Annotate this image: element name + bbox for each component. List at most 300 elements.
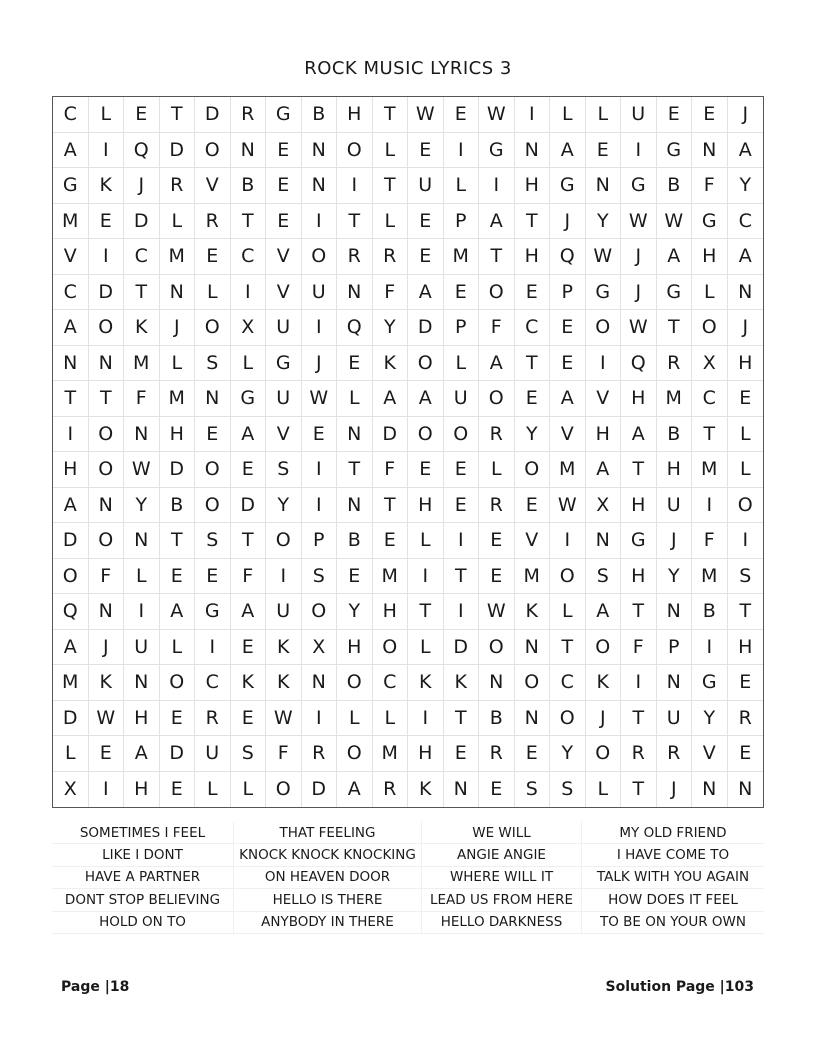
grid-letter: M: [515, 559, 551, 595]
grid-letter: F: [479, 310, 515, 346]
grid-letter: E: [408, 239, 444, 275]
grid-letter: V: [195, 168, 231, 204]
grid-letter: E: [692, 97, 728, 133]
grid-letter: G: [586, 275, 622, 311]
grid-letter: E: [160, 701, 196, 737]
grid-letter: A: [728, 239, 764, 275]
page-title: ROCK MUSIC LYRICS 3: [304, 58, 512, 79]
word-list-item: WE WILL: [422, 822, 582, 844]
grid-letter: W: [479, 97, 515, 133]
grid-letter: O: [586, 630, 622, 666]
grid-letter: X: [586, 488, 622, 524]
grid-letter: T: [160, 523, 196, 559]
grid-letter: I: [53, 417, 89, 453]
grid-letter: A: [53, 488, 89, 524]
grid-letter: N: [728, 275, 764, 311]
grid-letter: X: [692, 346, 728, 382]
grid-letter: L: [160, 346, 196, 382]
grid-letter: E: [266, 204, 302, 240]
grid-letter: M: [124, 346, 160, 382]
grid-letter: M: [53, 204, 89, 240]
grid-letter: D: [160, 736, 196, 772]
grid-letter: M: [444, 239, 480, 275]
grid-letter: V: [586, 381, 622, 417]
word-search-grid: [52, 96, 764, 808]
grid-letter: A: [408, 381, 444, 417]
word-list-item: HOW DOES IT FEEL: [582, 889, 764, 911]
grid-letter: D: [444, 630, 480, 666]
grid-letter: O: [195, 452, 231, 488]
grid-letter: G: [479, 133, 515, 169]
grid-letter: E: [657, 97, 693, 133]
grid-letter: E: [266, 168, 302, 204]
grid-letter: N: [738, 778, 753, 801]
grid-letter: K: [515, 594, 551, 630]
grid-letter: H: [373, 594, 409, 630]
grid-letter: H: [621, 488, 657, 524]
grid-letter: O: [515, 452, 551, 488]
grid-letter: B: [657, 417, 693, 453]
grid-letter: A: [550, 133, 586, 169]
grid-letter: I: [302, 488, 338, 524]
grid-letter: E: [160, 559, 196, 595]
word-list-item: LIKE I DONT: [52, 844, 234, 866]
grid-letter: C: [124, 239, 160, 275]
grid-letter: E: [89, 736, 125, 772]
grid-letter: I: [89, 133, 125, 169]
grid-letter: W: [550, 488, 586, 524]
grid-letter: W: [124, 452, 160, 488]
grid-letter: J: [657, 523, 693, 559]
grid-letter: E: [550, 310, 586, 346]
grid-letter: I: [231, 275, 267, 311]
grid-letter: N: [89, 346, 125, 382]
grid-letter: K: [231, 665, 267, 701]
grid-letter: E: [515, 488, 551, 524]
grid-letter: R: [195, 701, 231, 737]
word-list-item: WHERE WILL IT: [422, 867, 582, 889]
grid-letter: R: [657, 346, 693, 382]
grid-letter: L: [586, 97, 622, 133]
grid-letter: O: [408, 417, 444, 453]
grid-letter: I: [89, 772, 125, 808]
grid-letter: K: [373, 346, 409, 382]
grid-letter: H: [124, 772, 160, 808]
grid-letter: R: [337, 239, 373, 275]
grid-letter: E: [373, 523, 409, 559]
grid-letter: A: [53, 133, 89, 169]
grid-letter: T: [373, 97, 409, 133]
grid-letter: R: [302, 736, 338, 772]
grid-letter: E: [444, 452, 480, 488]
grid-letter: O: [515, 665, 551, 701]
grid-letter: L: [195, 275, 231, 311]
grid-letter: T: [373, 488, 409, 524]
grid-letter: F: [231, 559, 267, 595]
grid-letter: N: [692, 772, 728, 808]
grid-letter: N: [337, 275, 373, 311]
grid-letter: H: [657, 452, 693, 488]
grid-letter: G: [657, 275, 693, 311]
grid-letter: A: [53, 630, 89, 666]
grid-letter: F: [621, 630, 657, 666]
grid-letter: S: [515, 772, 551, 808]
grid-letter: E: [515, 381, 551, 417]
grid-letter: N: [586, 168, 622, 204]
grid-letter: O: [89, 310, 125, 346]
grid-letter: W: [302, 381, 338, 417]
grid-letter: F: [692, 523, 728, 559]
grid-letter: N: [692, 133, 728, 169]
grid-letter: I: [408, 701, 444, 737]
grid-letter: Q: [53, 594, 89, 630]
grid-letter: R: [160, 168, 196, 204]
grid-letter: E: [408, 204, 444, 240]
grid-letter: E: [444, 275, 480, 311]
grid-letter: V: [515, 523, 551, 559]
grid-letter: L: [408, 630, 444, 666]
grid-letter: C: [728, 204, 764, 240]
grid-letter: H: [337, 97, 373, 133]
grid-letter: A: [124, 736, 160, 772]
word-list-item: I HAVE COME TO: [582, 844, 764, 866]
grid-letter: R: [728, 701, 764, 737]
grid-letter: E: [479, 559, 515, 595]
grid-letter: G: [266, 97, 302, 133]
word-list-item: ANYBODY IN THERE: [234, 912, 422, 934]
word-list-item: HAVE A PARTNER: [52, 867, 234, 889]
grid-letter: L: [408, 523, 444, 559]
grid-letter: L: [373, 204, 409, 240]
grid-letter: E: [195, 559, 231, 595]
grid-letter: D: [408, 310, 444, 346]
grid-letter: O: [550, 559, 586, 595]
grid-letter: A: [160, 594, 196, 630]
grid-letter: T: [444, 701, 480, 737]
grid-letter: H: [621, 381, 657, 417]
grid-letter: N: [657, 594, 693, 630]
grid-letter: D: [53, 701, 89, 737]
grid-letter: O: [89, 452, 125, 488]
word-list-item: KNOCK KNOCK KNOCKING: [234, 844, 422, 866]
grid-letter: K: [408, 665, 444, 701]
grid-letter: L: [231, 346, 267, 382]
grid-letter: L: [337, 701, 373, 737]
grid-letter: J: [160, 310, 196, 346]
grid-letter: F: [373, 452, 409, 488]
grid-letter: L: [728, 417, 764, 453]
grid-letter: A: [479, 346, 515, 382]
grid-letter: W: [657, 204, 693, 240]
grid-letter: E: [728, 736, 764, 772]
grid-letter: N: [337, 417, 373, 453]
grid-letter: J: [586, 701, 622, 737]
grid-letter: L: [692, 275, 728, 311]
grid-letter: E: [266, 133, 302, 169]
grid-letter: T: [479, 239, 515, 275]
grid-letter: E: [408, 133, 444, 169]
grid-letter: R: [657, 736, 693, 772]
grid-letter: I: [621, 133, 657, 169]
grid-letter: Q: [337, 310, 373, 346]
grid-letter: J: [621, 239, 657, 275]
grid-letter: Y: [586, 204, 622, 240]
grid-letter: E: [337, 346, 373, 382]
grid-letter: S: [302, 559, 338, 595]
grid-letter: E: [586, 133, 622, 169]
grid-letter: V: [266, 275, 302, 311]
grid-letter: D: [160, 452, 196, 488]
grid-letter: T: [515, 204, 551, 240]
grid-letter: W: [408, 97, 444, 133]
grid-letter: E: [124, 97, 160, 133]
grid-letter: X: [231, 310, 267, 346]
grid-letter: P: [302, 523, 338, 559]
grid-letter: B: [479, 701, 515, 737]
grid-letter: D: [195, 97, 231, 133]
grid-letter: L: [550, 97, 586, 133]
grid-letter: T: [89, 381, 125, 417]
grid-letter: S: [195, 523, 231, 559]
grid-letter: K: [266, 630, 302, 666]
grid-letter: K: [408, 772, 444, 808]
grid-letter: U: [657, 488, 693, 524]
grid-letter: T: [728, 594, 764, 630]
grid-letter: F: [124, 381, 160, 417]
grid-letter: T: [621, 594, 657, 630]
grid-letter: L: [160, 630, 196, 666]
grid-letter: E: [444, 736, 480, 772]
grid-letter: A: [53, 310, 89, 346]
grid-letter: Y: [728, 168, 764, 204]
grid-letter: I: [728, 523, 764, 559]
grid-letter: W: [479, 594, 515, 630]
grid-letter: Q: [124, 133, 160, 169]
grid-letter: A: [550, 381, 586, 417]
grid-letter: O: [479, 630, 515, 666]
word-list-item: MY OLD FRIEND: [582, 822, 764, 844]
grid-letter: O: [337, 133, 373, 169]
grid-letter: I: [692, 630, 728, 666]
grid-letter: T: [621, 701, 657, 737]
grid-letter: L: [89, 97, 125, 133]
grid-letter: G: [266, 346, 302, 382]
grid-letter: H: [515, 239, 551, 275]
grid-letter: O: [373, 630, 409, 666]
grid-letter: C: [231, 239, 267, 275]
grid-letter: E: [408, 452, 444, 488]
grid-letter: L: [373, 701, 409, 737]
grid-letter: U: [266, 594, 302, 630]
grid-letter: B: [692, 594, 728, 630]
page-number: Page |18: [61, 979, 130, 995]
grid-letter: S: [266, 452, 302, 488]
grid-letter: T: [124, 275, 160, 311]
grid-letter: I: [302, 701, 338, 737]
grid-letter: E: [160, 772, 196, 808]
grid-letter: A: [231, 417, 267, 453]
grid-letter: O: [408, 346, 444, 382]
grid-letter: H: [124, 701, 160, 737]
grid-letter: N: [195, 381, 231, 417]
grid-letter: R: [479, 488, 515, 524]
grid-letter: N: [515, 133, 551, 169]
grid-letter: Q: [621, 346, 657, 382]
grid-letter: E: [444, 97, 480, 133]
grid-letter: H: [621, 559, 657, 595]
grid-letter: I: [692, 488, 728, 524]
grid-letter: I: [621, 665, 657, 701]
grid-letter: N: [89, 488, 125, 524]
grid-letter: I: [266, 559, 302, 595]
grid-letter: H: [728, 630, 764, 666]
grid-letter: P: [657, 630, 693, 666]
grid-letter: E: [195, 239, 231, 275]
grid-letter: V: [266, 239, 302, 275]
grid-letter: K: [89, 168, 125, 204]
grid-letter: O: [550, 701, 586, 737]
grid-letter: O: [266, 772, 302, 808]
grid-letter: T: [53, 381, 89, 417]
grid-letter: N: [515, 701, 551, 737]
word-list-item: HELLO DARKNESS: [422, 912, 582, 934]
grid-letter: K: [266, 665, 302, 701]
grid-letter: L: [195, 772, 231, 808]
grid-letter: I: [124, 594, 160, 630]
grid-letter: D: [124, 204, 160, 240]
grid-letter: T: [337, 204, 373, 240]
grid-letter: T: [657, 310, 693, 346]
grid-letter: V: [692, 736, 728, 772]
grid-letter: L: [373, 133, 409, 169]
grid-letter: O: [160, 665, 196, 701]
grid-letter: B: [160, 488, 196, 524]
grid-letter: C: [692, 381, 728, 417]
word-list-item: TALK WITH YOU AGAIN: [582, 867, 764, 889]
grid-letter: M: [373, 736, 409, 772]
grid-letter: A: [621, 417, 657, 453]
grid-letter: T: [231, 204, 267, 240]
grid-letter: F: [373, 275, 409, 311]
grid-letter: O: [728, 488, 764, 524]
grid-letter: L: [124, 559, 160, 595]
grid-letter: L: [160, 204, 196, 240]
grid-letter: M: [160, 239, 196, 275]
grid-letter: E: [479, 523, 515, 559]
grid-letter: W: [89, 701, 125, 737]
grid-letter: U: [444, 381, 480, 417]
grid-letter: U: [302, 275, 338, 311]
grid-letter: N: [515, 630, 551, 666]
grid-letter: S: [586, 559, 622, 595]
grid-letter: Y: [515, 417, 551, 453]
word-list-item: DONT STOP BELIEVING: [52, 889, 234, 911]
grid-letter: H: [337, 630, 373, 666]
grid-letter: J: [302, 346, 338, 382]
grid-letter: E: [479, 772, 515, 808]
word-list-item: TO BE ON YOUR OWN: [582, 912, 764, 934]
grid-letter: E: [89, 204, 125, 240]
grid-letter: W: [621, 310, 657, 346]
grid-letter: D: [302, 772, 338, 808]
grid-letter: D: [89, 275, 125, 311]
grid-letter: L: [586, 772, 622, 808]
grid-letter: J: [728, 97, 764, 133]
grid-letter: O: [195, 488, 231, 524]
grid-letter: W: [266, 701, 302, 737]
grid-letter: V: [550, 417, 586, 453]
grid-letter: A: [373, 381, 409, 417]
grid-letter: Y: [266, 488, 302, 524]
grid-letter: M: [692, 452, 728, 488]
grid-letter: S: [550, 772, 586, 808]
word-list-item: ON HEAVEN DOOR: [234, 867, 422, 889]
grid-letter: C: [550, 665, 586, 701]
grid-letter: J: [89, 630, 125, 666]
grid-letter: G: [621, 168, 657, 204]
grid-letter: A: [408, 275, 444, 311]
grid-letter: N: [231, 133, 267, 169]
grid-letter: O: [586, 310, 622, 346]
grid-letter: W: [586, 239, 622, 275]
grid-letter: E: [231, 701, 267, 737]
grid-letter: L: [337, 381, 373, 417]
grid-letter: B: [302, 97, 338, 133]
grid-letter: N: [657, 665, 693, 701]
grid-letter: U: [657, 701, 693, 737]
grid-letter: G: [657, 133, 693, 169]
grid-letter: T: [550, 630, 586, 666]
grid-letter: K: [586, 665, 622, 701]
grid-letter: O: [337, 736, 373, 772]
grid-letter: J: [728, 310, 764, 346]
grid-letter: D: [373, 417, 409, 453]
grid-letter: O: [337, 665, 373, 701]
grid-letter: E: [728, 665, 764, 701]
grid-letter: M: [692, 559, 728, 595]
grid-letter: E: [302, 417, 338, 453]
grid-letter: T: [515, 346, 551, 382]
grid-letter: J: [621, 275, 657, 311]
grid-letter: R: [621, 736, 657, 772]
grid-letter: Y: [373, 310, 409, 346]
grid-letter: L: [444, 168, 480, 204]
grid-letter: D: [53, 523, 89, 559]
grid-letter: V: [53, 239, 89, 275]
grid-letter: H: [160, 417, 196, 453]
grid-letter: Y: [692, 701, 728, 737]
grid-letter: G: [550, 168, 586, 204]
word-list-item: LEAD US FROM HERE: [422, 889, 582, 911]
grid-letter: L: [53, 736, 89, 772]
grid-letter: J: [657, 772, 693, 808]
grid-letter: G: [195, 594, 231, 630]
grid-letter: F: [692, 168, 728, 204]
grid-letter: N: [124, 417, 160, 453]
grid-letter: N: [586, 523, 622, 559]
grid-letter: P: [444, 310, 480, 346]
grid-letter: S: [231, 736, 267, 772]
grid-letter: D: [231, 488, 267, 524]
grid-letter: A: [728, 133, 764, 169]
grid-letter: K: [444, 665, 480, 701]
grid-letter: I: [444, 133, 480, 169]
grid-letter: H: [515, 168, 551, 204]
grid-letter: T: [408, 594, 444, 630]
word-list-item: HOLD ON TO: [52, 912, 234, 934]
grid-letter: K: [89, 665, 125, 701]
grid-letter: S: [195, 346, 231, 382]
